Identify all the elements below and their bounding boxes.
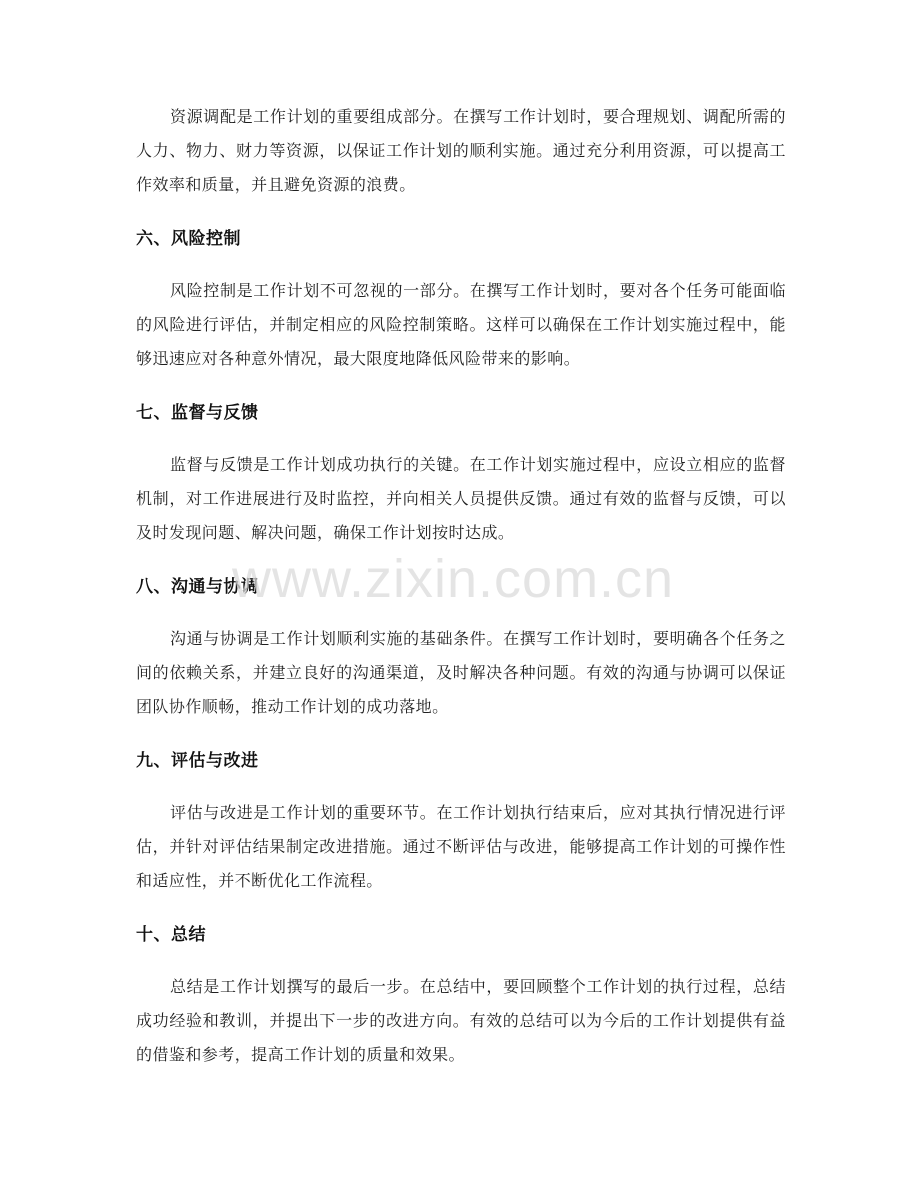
section-heading-risk-control: 六、风险控制 [136,229,241,249]
section-heading-communication-coordination: 八、沟通与协调 [136,577,259,597]
intro-paragraph: 资源调配是工作计划的重要组成部分。在撰写工作计划时，要合理规划、调配所需的人力、物力、财力等资源，以保证工作计划的顺利实施。通过充分利用资源，可以提高工作效率和质量，并且避免资源的浪费。 [136,107,786,194]
section-heading-summary: 十、总结 [136,925,206,945]
section-body-communication-coordination: 沟通与协调是工作计划顺利实施的基础条件。在撰写工作计划时，要明确各个任务之间的依赖关系，并建立良好的沟通渠道，及时解决各种问题。有效的沟通与协调可以保证团队协作顺畅，推动工作计划的成功落地。 [136,629,786,716]
section-body-supervision-feedback: 监督与反馈是工作计划成功执行的关键。在工作计划实施过程中，应设立相应的监督机制，对工作进展进行及时监控，并向相关人员提供反馈。通过有效的监督与反馈，可以及时发现问题、解决问题，确保工作计划按时达成。 [136,455,786,542]
section-body-summary: 总结是工作计划撰写的最后一步。在总结中，要回顾整个工作计划的执行过程，总结成功经验和教训，并提出下一步的改进方向。有效的总结可以为今后的工作计划提供有益的借鉴和参考，提高工作计划的质量和效果。 [136,977,786,1064]
section-heading-supervision-feedback: 七、监督与反馈 [136,403,259,423]
document-content [136,100,786,1072]
section-heading-evaluation-improvement: 九、评估与改进 [136,751,259,771]
watermark: www.zixin.com.cn [232,549,675,609]
section-body-risk-control: 风险控制是工作计划不可忽视的一部分。在撰写工作计划时，要对各个任务可能面临的风险进行评估，并制定相应的风险控制策略。这样可以确保在工作计划实施过程中，能够迅速应对各种意外情况，最大限度地降低风险带来的影响。 [136,281,786,368]
section-body-evaluation-improvement: 评估与改进是工作计划的重要环节。在工作计划执行结束后，应对其执行情况进行评估，并针对评估结果制定改进措施。通过不断评估与改进，能够提高工作计划的可操作性和适应性，并不断优化工作流程。 [136,803,786,890]
